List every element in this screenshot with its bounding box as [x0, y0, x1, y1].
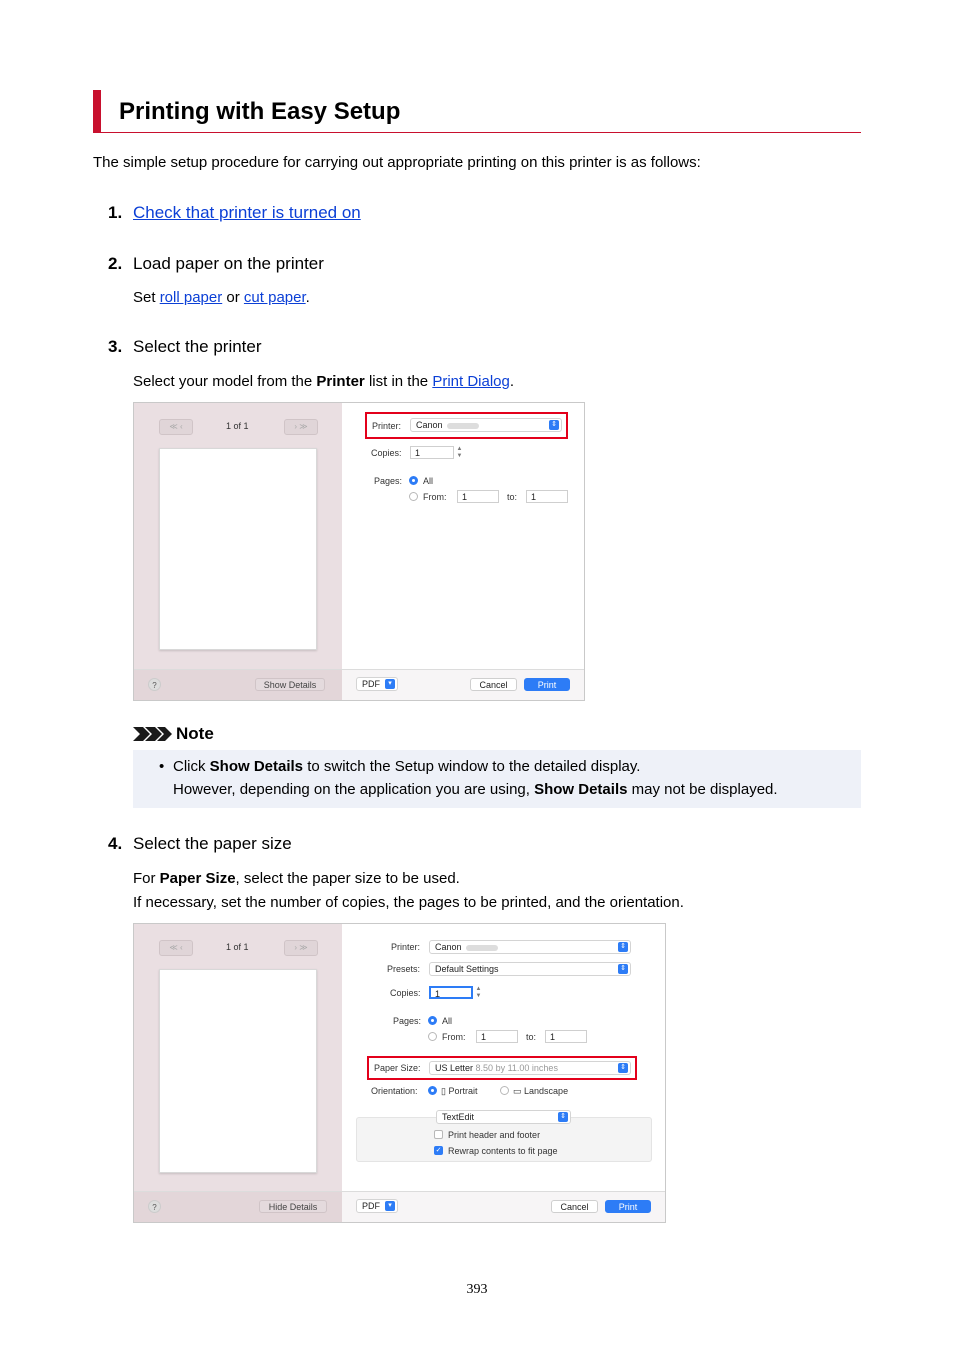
- step-3-number: 3.: [108, 337, 123, 356]
- chevron-updown-icon: ⇕: [618, 964, 628, 974]
- step-3-label: Select the printer: [133, 337, 262, 356]
- step-4-desc-post: , select the paper size to be used.: [235, 870, 460, 887]
- step-1-number: 1.: [108, 203, 123, 222]
- to-field[interactable]: 1: [545, 1030, 587, 1043]
- paper-size-value: US Letter: [435, 1063, 474, 1073]
- presets-value: Default Settings: [435, 964, 499, 974]
- page-preview: [159, 448, 317, 650]
- portrait-text: Portrait: [448, 1086, 478, 1096]
- page-preview: [159, 969, 317, 1173]
- step-4-label: Select the paper size: [133, 834, 292, 853]
- copies-field[interactable]: 1: [429, 986, 473, 999]
- step-4-description-1: [133, 870, 460, 887]
- print-header-label: Print header and footer: [448, 1130, 541, 1140]
- presets-select[interactable]: [429, 962, 631, 976]
- step-3-desc-mid: list in the: [364, 373, 433, 390]
- help-icon[interactable]: ?: [148, 1200, 161, 1213]
- step-3-desc-period: .: [509, 373, 515, 390]
- show-details-button[interactable]: Show Details: [255, 678, 325, 691]
- copies-label: Copies:: [371, 448, 402, 458]
- printer-label: Printer:: [372, 421, 402, 431]
- step-2-desc-or: or: [222, 289, 244, 306]
- cancel-button[interactable]: Cancel: [551, 1200, 598, 1213]
- paper-size-highlight-box: [367, 1056, 637, 1080]
- dialog-footer: [134, 1191, 665, 1222]
- print-dialog-detailed: [133, 923, 666, 1223]
- landscape-icon: ▭: [513, 1086, 522, 1096]
- note-line-1: [173, 758, 640, 775]
- chevron-updown-icon: ⇕: [549, 420, 559, 430]
- step-4-number: 4.: [108, 834, 123, 853]
- note-arrows-icon: [133, 727, 173, 741]
- pages-all-radio[interactable]: [428, 1016, 437, 1025]
- step-2-label: Load paper on the printer: [133, 254, 324, 273]
- prev-page-buttons[interactable]: ≪ ‹: [159, 940, 193, 956]
- rewrap-checkbox[interactable]: ✓: [435, 1147, 442, 1154]
- pdf-button[interactable]: [356, 677, 398, 691]
- page-count: 1 of 1: [226, 421, 249, 431]
- title-accent-bar: [93, 90, 101, 133]
- landscape-label: [513, 1086, 568, 1097]
- pdf-label: PDF: [362, 1201, 380, 1211]
- to-label: to:: [507, 492, 518, 502]
- pdf-button[interactable]: [356, 1199, 398, 1213]
- pages-all-radio[interactable]: [409, 476, 418, 485]
- landscape-text: Landscape: [524, 1086, 569, 1096]
- orientation-label: Orientation:: [371, 1086, 418, 1096]
- roll-paper-link[interactable]: roll paper: [159, 289, 223, 306]
- paper-size-label: Paper Size:: [374, 1063, 421, 1073]
- page-number: 393: [466, 1282, 488, 1297]
- printer-select[interactable]: [429, 940, 631, 954]
- paper-size-dims: 8.50 by 11.00 inches: [475, 1063, 558, 1073]
- chevron-down-icon: ▾: [385, 1201, 395, 1211]
- print-header-checkbox[interactable]: [434, 1130, 443, 1139]
- pages-from-radio[interactable]: [409, 492, 418, 501]
- note-line-1-bold: Show Details: [209, 758, 304, 775]
- chevron-updown-icon: ⇕: [618, 1063, 628, 1073]
- portrait-icon: ▯: [441, 1086, 446, 1096]
- pages-from-label: From:: [423, 492, 447, 502]
- pages-all-label: All: [442, 1016, 453, 1026]
- cancel-button[interactable]: Cancel: [470, 678, 517, 691]
- title-underline: [101, 132, 861, 133]
- copies-field[interactable]: 1: [410, 446, 454, 459]
- from-field[interactable]: 1: [457, 490, 499, 503]
- note-line-2-post: may not be displayed.: [627, 781, 778, 798]
- intro-text: The simple setup procedure for carrying out appropriate printing on this printer is as follows:: [93, 154, 701, 171]
- note-bullet: •: [159, 758, 165, 775]
- copies-stepper-icon[interactable]: ▲ ▼: [456, 446, 463, 459]
- note-line-2-pre: However, depending on the application you are using,: [173, 781, 535, 798]
- cut-paper-link[interactable]: cut paper: [243, 289, 306, 306]
- page-title: Printing with Easy Setup: [119, 98, 401, 125]
- print-dialog-link[interactable]: Print Dialog: [432, 373, 510, 390]
- app-options-select[interactable]: [436, 1110, 571, 1124]
- pages-all-label: All: [423, 476, 434, 486]
- step-4-desc-pre: For: [133, 870, 160, 887]
- step-2-number: 2.: [108, 254, 123, 273]
- step-2-desc-text: Set: [133, 289, 160, 306]
- chevron-updown-icon: ⇕: [558, 1112, 568, 1122]
- step-2-desc-period: .: [305, 289, 310, 306]
- note-heading: Note: [176, 724, 214, 743]
- pdf-label: PDF: [362, 679, 380, 689]
- model-name-blur: [466, 945, 498, 951]
- to-field[interactable]: 1: [526, 490, 568, 503]
- portrait-label: [441, 1086, 477, 1097]
- pages-label: Pages:: [393, 1016, 422, 1026]
- copies-label: Copies:: [390, 988, 421, 998]
- page-count: 1 of 1: [226, 942, 249, 952]
- pages-from-label: From:: [442, 1032, 466, 1042]
- note-line-2-bold: Show Details: [534, 781, 628, 798]
- print-button[interactable]: Print: [605, 1200, 651, 1213]
- step-1-link[interactable]: Check that printer is turned on: [133, 203, 361, 222]
- printer-highlight-box: [365, 412, 568, 439]
- prev-page-buttons[interactable]: ≪ ‹: [159, 419, 193, 435]
- dialog-footer: [134, 669, 584, 700]
- step-2-description: [133, 289, 310, 306]
- note-line-2: [173, 781, 778, 798]
- print-button[interactable]: Print: [524, 678, 570, 691]
- printer-value: Canon: [416, 420, 443, 430]
- to-label: to:: [526, 1032, 537, 1042]
- print-dialog-simple: [133, 402, 585, 701]
- pages-from-radio[interactable]: [428, 1032, 437, 1041]
- step-3-desc-bold: Printer: [316, 373, 365, 390]
- landscape-radio[interactable]: [500, 1086, 509, 1095]
- hide-details-button[interactable]: Hide Details: [259, 1200, 327, 1213]
- note-line-1-post: to switch the Setup window to the detailed display.: [303, 758, 641, 775]
- rewrap-label: Rewrap contents to fit page: [448, 1146, 558, 1156]
- step-4-desc-bold: Paper Size: [159, 870, 236, 887]
- pages-label: Pages:: [374, 476, 403, 486]
- chevron-updown-icon: ⇕: [618, 942, 628, 952]
- from-field[interactable]: 1: [476, 1030, 518, 1043]
- step-4-description-2: If necessary, set the number of copies, the pages to be printed, and the orientation.: [133, 894, 684, 911]
- next-page-buttons[interactable]: › ≫: [284, 419, 318, 435]
- portrait-radio[interactable]: [428, 1086, 437, 1095]
- chevron-down-icon: ▾: [385, 679, 395, 689]
- step-3-desc-text: Select your model from the: [133, 373, 317, 390]
- printer-value: Canon: [435, 942, 462, 952]
- printer-label: Printer:: [391, 942, 421, 952]
- copies-stepper-icon[interactable]: ▲ ▼: [475, 986, 482, 999]
- help-icon[interactable]: ?: [148, 678, 161, 691]
- note-line-1-pre: Click: [173, 758, 210, 775]
- app-options-value: TextEdit: [442, 1112, 475, 1122]
- next-page-buttons[interactable]: › ≫: [284, 940, 318, 956]
- step-3-description: [133, 373, 514, 390]
- presets-label: Presets:: [387, 964, 421, 974]
